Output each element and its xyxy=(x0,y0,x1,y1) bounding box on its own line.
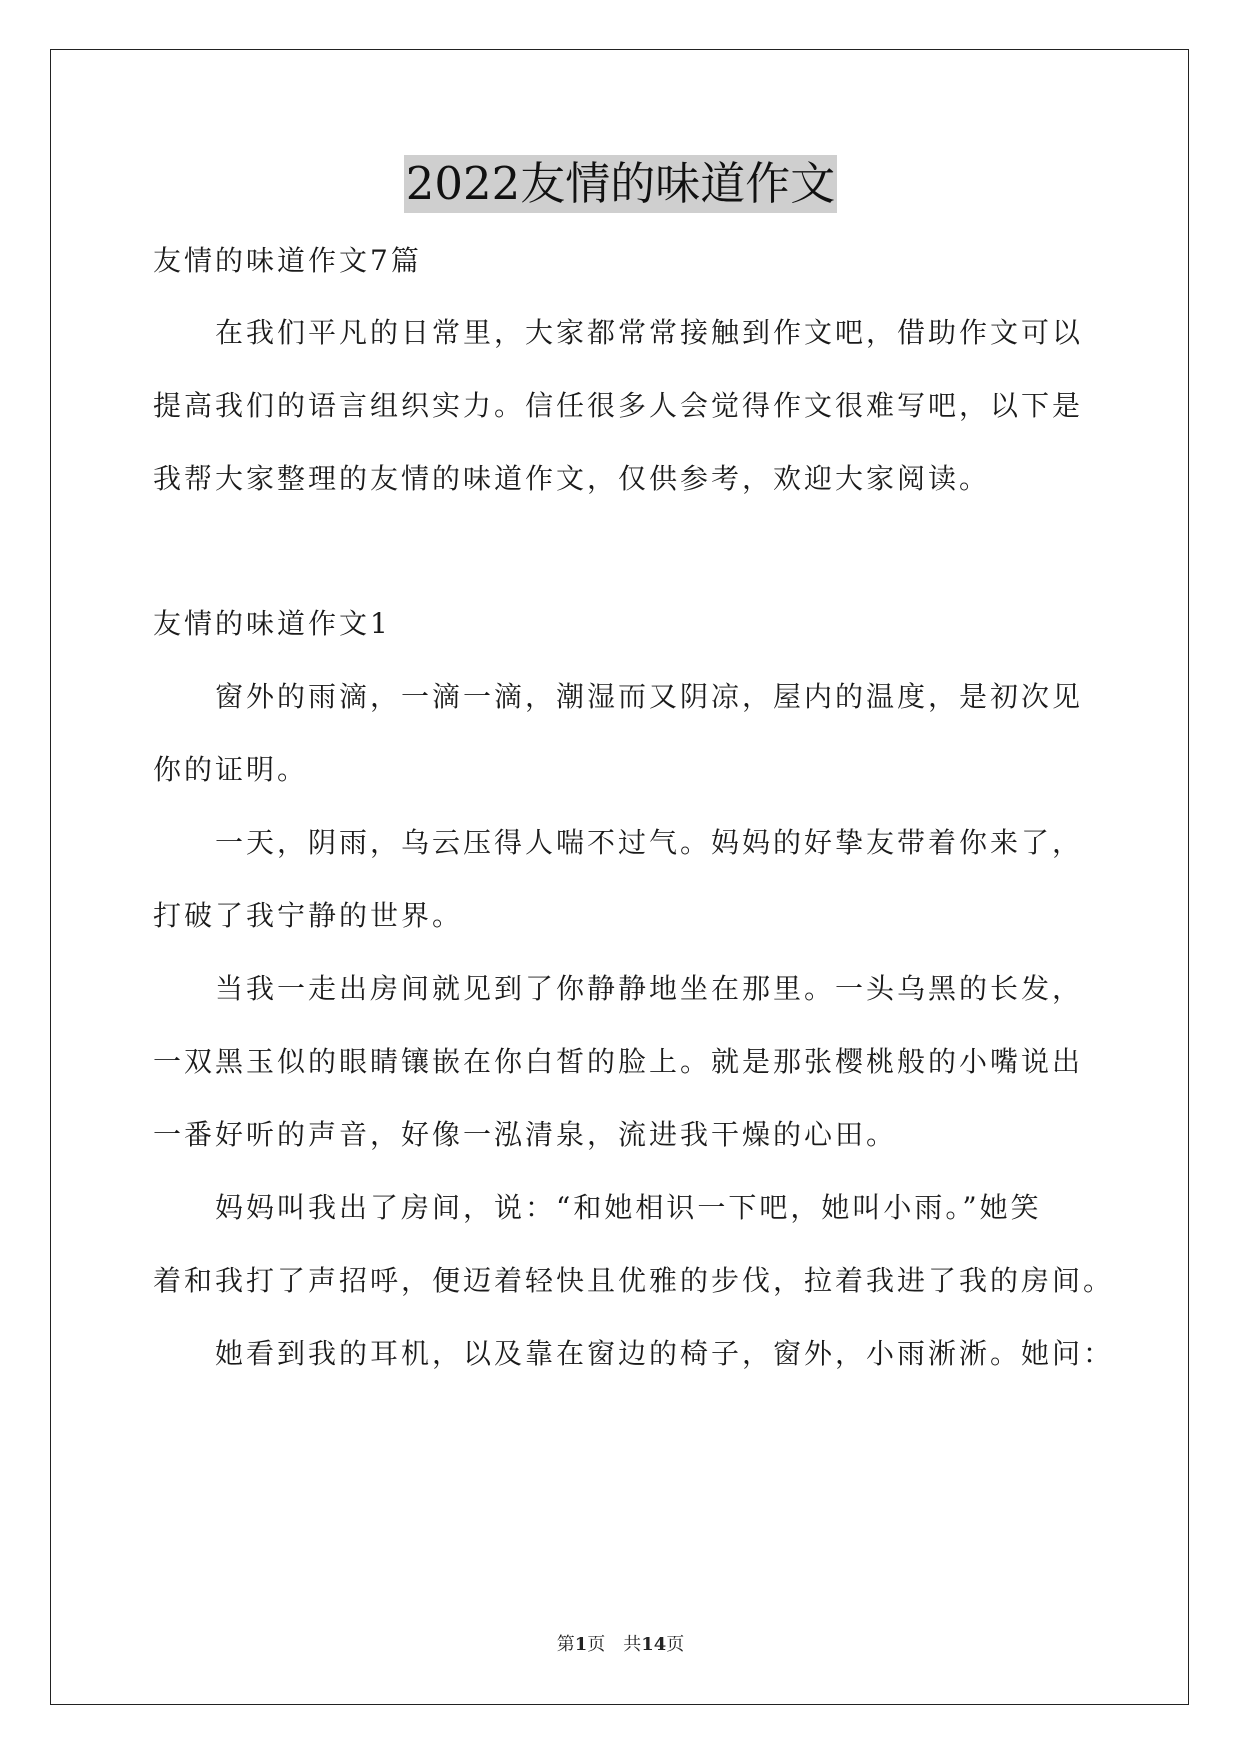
page-total: 14 xyxy=(641,1634,667,1655)
intro-line-2: 提高我们的语言组织实力。信任很多人会觉得作文很难写吧，以下是 xyxy=(153,389,1084,422)
body-line-9: 着和我打了声招呼，便迈着轻快且优雅的步伐，拉着我进了我的房间。 xyxy=(153,1264,1115,1297)
section-heading: 友情的味道作文1 xyxy=(153,607,391,640)
body-line-7: 一番好听的声音，好像一泓清泉，流进我干燥的心田。 xyxy=(153,1118,898,1151)
subtitle: 友情的味道作文7篇 xyxy=(153,244,422,277)
page-suffix: 页 xyxy=(666,1634,685,1655)
body-line-5: 当我一走出房间就见到了你静静地坐在那里。一头乌黑的长发， xyxy=(215,972,1084,1005)
body-line-3: 一天，阴雨，乌云压得人喘不过气。妈妈的好挚友带着你来了， xyxy=(215,826,1084,859)
body-line-4: 打破了我宁静的世界。 xyxy=(153,899,464,932)
body-line-10: 她看到我的耳机，以及靠在窗边的椅子，窗外，小雨淅淅。她问： xyxy=(215,1337,1115,1370)
page-number: 1 xyxy=(574,1634,588,1655)
page-border xyxy=(50,49,1189,1705)
intro-line-3: 我帮大家整理的友情的味道作文，仅供参考，欢迎大家阅读。 xyxy=(153,462,991,495)
page-mid: 页 共 xyxy=(587,1634,642,1655)
document-title-block xyxy=(0,155,1241,213)
page-footer xyxy=(0,1633,1241,1657)
document-title: 2022友情的味道作文 xyxy=(404,155,838,213)
body-line-2: 你的证明。 xyxy=(153,753,309,786)
intro-line-1: 在我们平凡的日常里，大家都常常接触到作文吧，借助作文可以 xyxy=(215,316,1084,349)
body-line-6: 一双黑玉似的眼睛镶嵌在你白皙的脸上。就是那张樱桃般的小嘴说出 xyxy=(153,1045,1084,1078)
body-line-8: 妈妈叫我出了房间，说：“和她相识一下吧，她叫小雨。”她笑 xyxy=(215,1191,1042,1224)
page-prefix: 第 xyxy=(556,1634,575,1655)
body-line-1: 窗外的雨滴，一滴一滴，潮湿而又阴凉，屋内的温度，是初次见 xyxy=(215,680,1084,713)
